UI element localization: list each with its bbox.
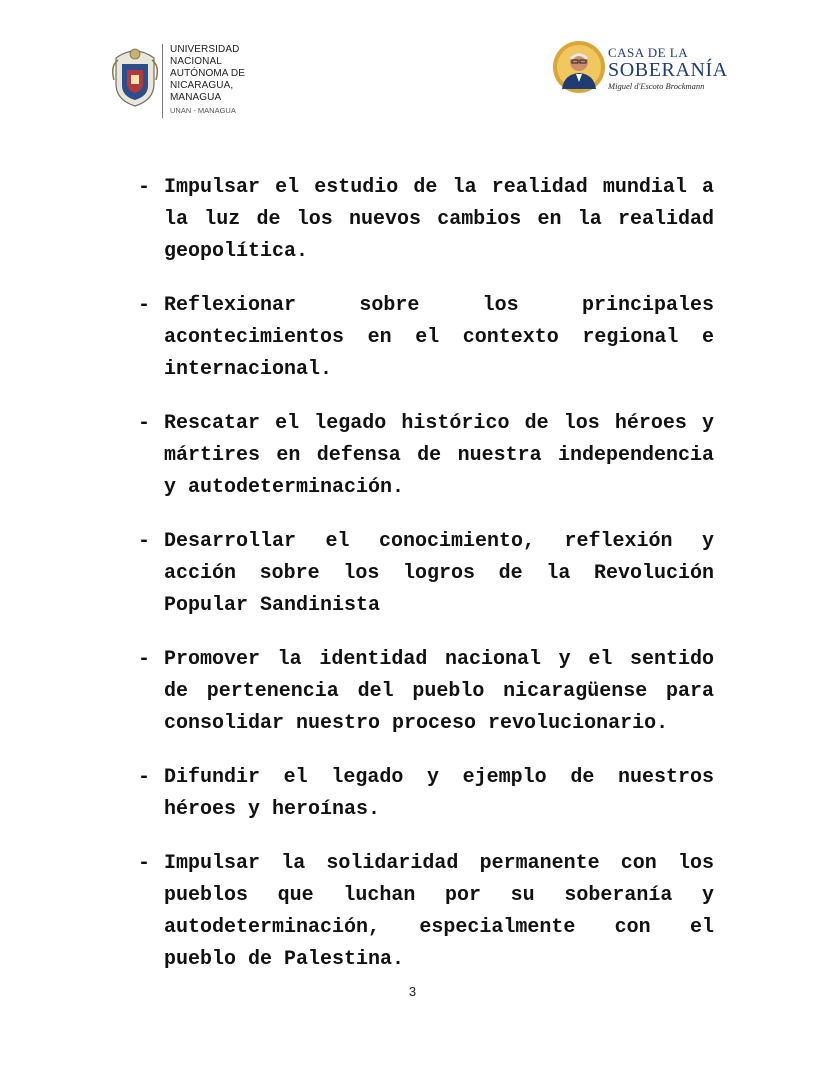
page-header [0,0,825,130]
objective-text: Difundir el legado y ejemplo de nuestros héroes y heroínas. [164,766,714,821]
unan-name-line: MANAGUA [170,92,222,103]
objective-item [138,408,714,504]
unan-logo-divider [162,44,163,118]
objective-item [138,848,714,976]
objective-text: Desarrollar el conocimiento, reflexión y acción sobre los logros de la Revolución Popular Sandinista [164,530,714,617]
objective-text: Impulsar la solidaridad permanente con los pueblos que luchan por su soberanía y autodeterminación, especialmente con el pueblo de Palestina. [164,852,714,971]
objective-text: Rescatar el legado histórico de los héroes y mártires en defensa de nuestra independencia y autodeterminación. [164,412,714,499]
objective-item [138,762,714,826]
objective-item [138,172,714,268]
objective-item [138,644,714,740]
bullet-dash: - [138,766,151,789]
objective-text: Reflexionar sobre los principales acontecimientos en el contexto regional e internacional. [164,294,714,381]
unan-name-block [170,44,245,116]
objective-item [138,290,714,386]
page-number: 3 [408,984,417,999]
objective-text: Impulsar el estudio de la realidad mundial a la luz de los nuevos cambios en la realidad geopolítica. [164,176,714,263]
unan-name-line: NACIONAL [170,56,222,67]
unan-name-line: NICARAGUA, [170,80,234,91]
objective-item [138,526,714,622]
unan-name-line: AUTÓNOMA DE [170,68,245,79]
bullet-dash: - [138,412,151,435]
unan-name-line: UNIVERSIDAD [170,44,240,55]
bullet-dash: - [138,648,151,671]
casa-soberania-name-block [608,46,728,92]
casa-subtitle: Miguel d'Escoto Brockmann [608,81,705,91]
unan-abbreviation: UNAN - MANAGUA [170,106,236,115]
unan-crest-logo [110,40,160,110]
bullet-dash: - [138,852,151,875]
casa-title-main: SOBERANÍA [608,59,728,81]
objective-text: Promover la identidad nacional y el sentido de pertenencia del pueblo nicaragüense para consolidar nuestro proceso revolucionario. [164,648,714,735]
casa-soberania-portrait-logo [552,40,606,94]
objectives-list [138,172,714,998]
bullet-dash: - [138,530,151,553]
bullet-dash: - [138,176,151,199]
bullet-dash: - [138,294,151,317]
casa-title-line: CASA DE LA [608,45,689,60]
